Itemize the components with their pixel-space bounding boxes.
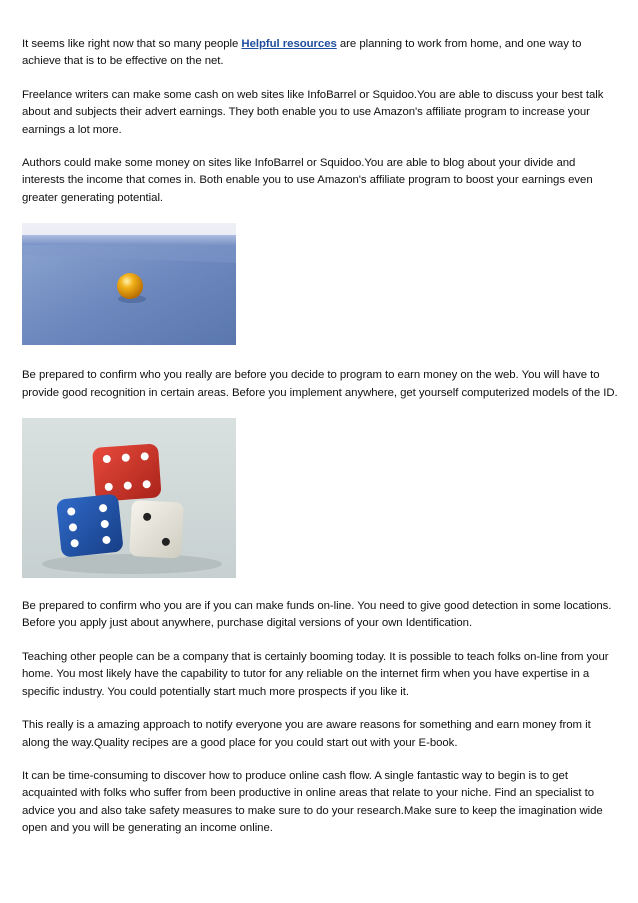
dice-image [22,418,236,578]
paragraph-2: Freelance writers can make some cash on web sites like InfoBarrel or Squidoo.You are able to discuss your best talk about and subjects their advert earnings. They both enable you to use Amazon's affiliate program to increase your earnings a lot more. [22,88,604,136]
paragraph-7: This really is a amazing approach to notify everyone you are aware reasons for something and earn money from it along the way.Quality recipes are a good place for you could start out with your E-book. [22,719,591,749]
helpful-resources-link[interactable]: Helpful resources [241,38,337,50]
billiard-ball-image [22,223,236,345]
paragraph-3: Authors could make some money on sites like InfoBarrel or Squidoo.You are able to blog about your divide and interests the income that comes in. Both enable you to use Amazon's affiliate program to boost your earnings even greater generating potential. [22,157,593,204]
paragraph-1-text-start: It seems like right now that so many people [22,38,242,50]
paragraph-8: It can be time-consuming to discover how to produce online cash flow. A single fantastic way to begin is to get acquainted with folks who suffer from been productive in online areas that relate to your niche. Find an specialist to advice you and also take safety measures to make sure to do your research.Make sure to keep the imagination wide open and you will be generating an income online. [22,769,603,835]
paragraph-6: Teaching other people can be a company that is certainly booming today. It is possible to teach folks on-line from your home. You most likely have the capability to tutor for any reliable on the internet firm when you have expertise in a specific industry. You could potentially start much more prospects if you like it. [22,650,609,698]
paragraph-4: Be prepared to confirm who you really are before you decide to program to earn money on the web. You will have to provide good recognition in certain areas. Before you implement anywhere, get yourself computerized models of the ID. [22,369,618,399]
paragraph-1 [22,36,620,71]
article-body [22,36,620,854]
paragraph-5: Be prepared to confirm who you are if you can make funds on-line. You need to give good detection in some locations. Before you apply just about anywhere, purchase digital versions of your own Identification. [22,600,612,630]
paragraph-1-text-end: are planning to work from home, and one way to achieve that is to be effective on the net. [22,38,582,68]
